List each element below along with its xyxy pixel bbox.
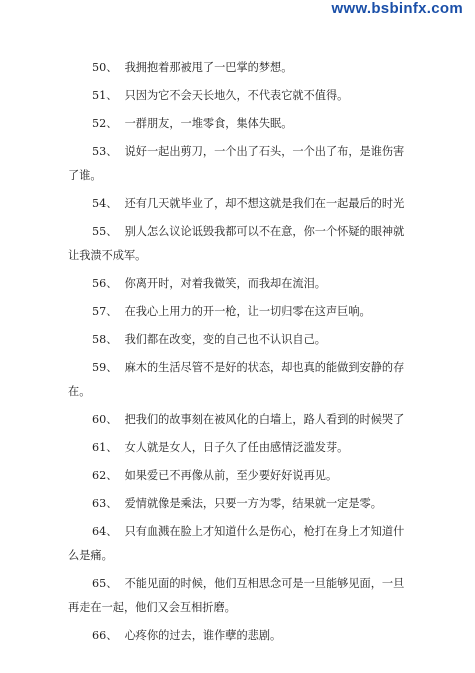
item-text: 在我心上用力的开一枪，让一切归零在这声巨响。 — [124, 305, 371, 318]
item-number: 63、 — [92, 497, 118, 510]
item-text: 你离开时，对着我微笑，而我却在流泪。 — [124, 277, 326, 290]
list-item — [68, 408, 408, 432]
list-item — [68, 356, 408, 404]
item-number: 51、 — [92, 89, 118, 102]
item-number: 55、 — [92, 225, 118, 238]
list-item — [68, 112, 408, 136]
item-text: 还有几天就毕业了，却不想这就是我们在一起最后的时光 — [124, 197, 405, 210]
item-number: 66、 — [92, 629, 118, 642]
item-number: 53、 — [92, 145, 118, 158]
list-item — [68, 56, 408, 80]
item-text: 女人就是女人，日子久了任由感情泛滥发芽。 — [124, 441, 349, 454]
list-item — [68, 300, 408, 324]
item-text: 心疼你的过去，谁作孽的悲剧。 — [124, 629, 282, 642]
item-number: 58、 — [92, 333, 118, 346]
item-number: 64、 — [92, 525, 118, 538]
list-item — [68, 572, 408, 620]
item-number: 54、 — [92, 197, 118, 210]
list-item — [68, 492, 408, 516]
list-item — [68, 328, 408, 352]
list-item — [68, 140, 408, 188]
list-item — [68, 464, 408, 488]
item-text: 一群朋友，一堆零食，集体失眠。 — [124, 117, 293, 130]
item-number: 52、 — [92, 117, 118, 130]
list-item — [68, 272, 408, 296]
item-text: 麻木的生活尽管不是好的状态，却也真的能做到安静的存在。 — [68, 361, 405, 398]
item-number: 62、 — [92, 469, 118, 482]
item-number: 60、 — [92, 413, 118, 426]
list-item — [68, 436, 408, 460]
item-number: 57、 — [92, 305, 118, 318]
item-text: 如果爱已不再像从前，至少要好好说再见。 — [124, 469, 338, 482]
item-text: 说好一起出剪刀，一个出了石头，一个出了布，是谁伤害了谁。 — [68, 145, 405, 182]
item-text: 只有血溅在脸上才知道什么是伤心，枪打在身上才知道什么是痛。 — [68, 525, 405, 562]
item-text: 只因为它不会天长地久，不代表它就不值得。 — [124, 89, 349, 102]
item-number: 65、 — [92, 577, 118, 590]
item-number: 56、 — [92, 277, 118, 290]
item-number: 61、 — [92, 441, 118, 454]
item-text: 我们都在改变，变的自己也不认识自己。 — [124, 333, 326, 346]
item-text: 别人怎么议论诋毁我都可以不在意，你一个怀疑的眼神就让我溃不成军。 — [68, 225, 405, 262]
list-item — [68, 220, 408, 268]
list-item — [68, 624, 408, 648]
item-text: 不能见面的时候，他们互相思念可是一旦能够见面，一旦再走在一起，他们又会互相折磨。 — [68, 577, 405, 614]
item-text: 爱情就像是乘法，只要一方为零，结果就一定是零。 — [124, 497, 382, 510]
item-text: 把我们的故事刻在被风化的白墙上，路人看到的时候哭了 — [124, 413, 405, 426]
quote-list — [68, 56, 408, 652]
site-watermark: www.bsbinfx.com — [331, 0, 463, 17]
list-item — [68, 192, 408, 216]
item-text: 我拥抱着那被甩了一巴掌的梦想。 — [124, 61, 293, 74]
list-item — [68, 520, 408, 568]
item-number: 59、 — [92, 361, 118, 374]
list-item — [68, 84, 408, 108]
item-number: 50、 — [92, 61, 118, 74]
